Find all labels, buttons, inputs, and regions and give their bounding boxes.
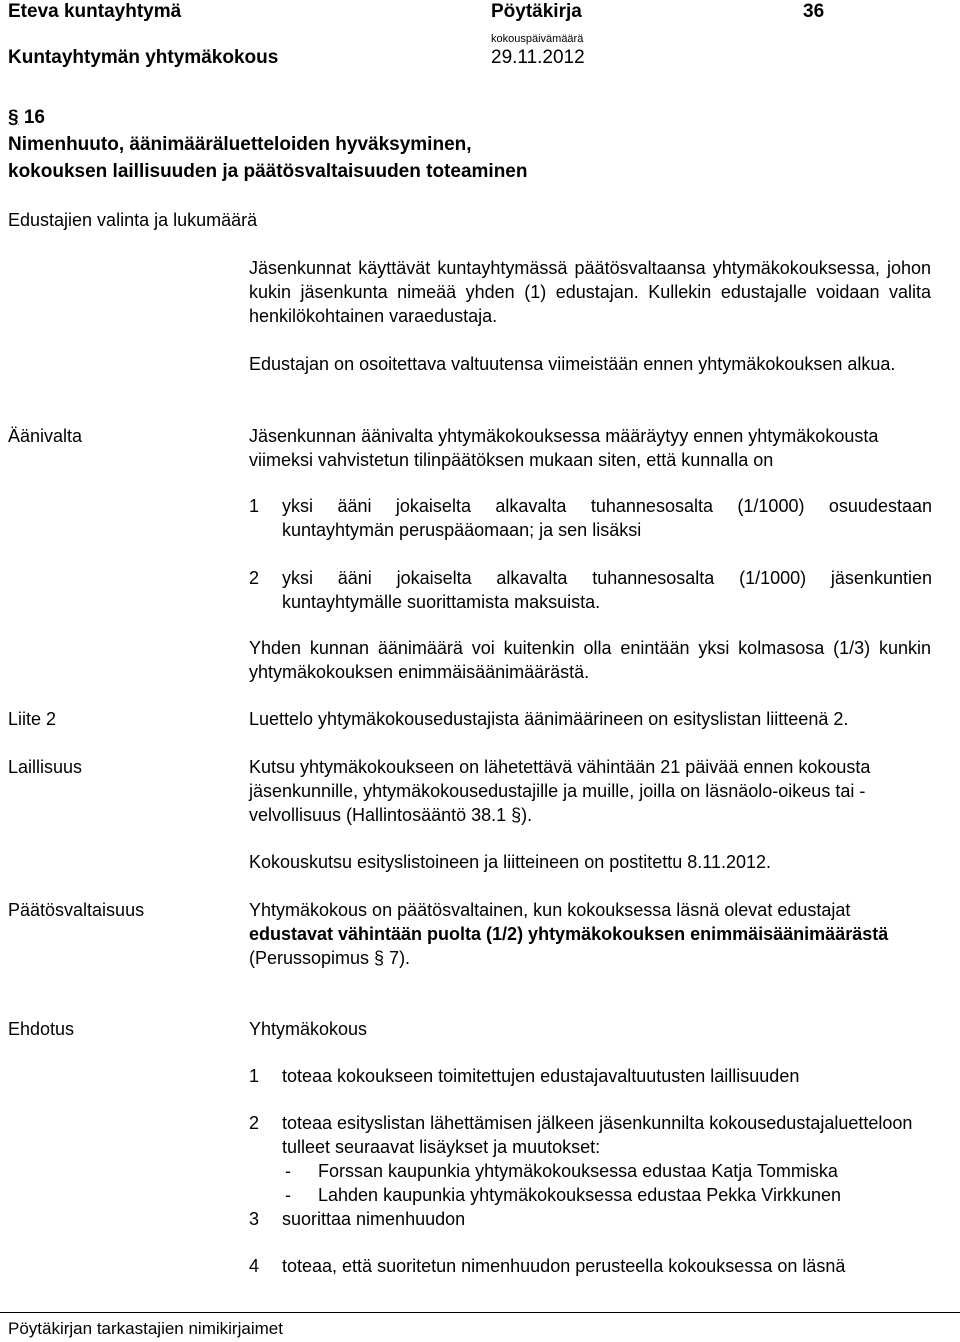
- item-text: suorittaa nimenhuudon: [282, 1209, 466, 1229]
- section-title-line2: kokouksen laillisuuden ja päätösvaltaisuuden toteaminen: [8, 161, 528, 182]
- edustajat-heading: Edustajien valinta ja lukumäärä: [8, 210, 258, 230]
- aanivalta-intro: Jäsenkunnan äänivalta yhtymäkokouksessa määräytyy ennen yhtymäkokousta viimeksi vahvistetun tilinpäätöksen mukaan siten, että kunnalla on: [249, 426, 879, 470]
- section-number: [8, 106, 45, 130]
- item-text: toteaa esityslistan lähettämisen jälkeen jäsenkunnilta kokousedustajaluetteloon tulleet seuraavat lisäykset ja muutokset:: [282, 1113, 913, 1157]
- section-title-line1: Nimenhuuto, äänimääräluetteloiden hyväksyminen,: [8, 134, 472, 155]
- item-number: 2: [249, 1113, 260, 1133]
- paragraph-symbol: §: [8, 107, 19, 128]
- paatosvaltaisuus-text-bold: edustavat vähintään puolta (1/2) yhtymäkokouksen enimmäisäänimäärästä: [249, 924, 889, 944]
- item-number: 2: [249, 568, 260, 588]
- item-number: 3: [249, 1209, 260, 1229]
- paatosvaltaisuus-text-start: Yhtymäkokous on päätösvaltainen, kun kokouksessa läsnä olevat edustajat: [249, 900, 851, 920]
- ehdotus-heading: Yhtymäkokous: [249, 1019, 368, 1039]
- edustajat-paragraph-1: Jäsenkunnat käyttävät kuntayhtymässä päätösvaltaansa yhtymäkokouksessa, johon kukin jäsenkunta nimeää yhden (1) edustajan. Kullekin edustajalle voidaan valita henkilökohtainen varaedustaja.: [249, 258, 931, 326]
- change-text: Lahden kaupunkia yhtymäkokouksessa edustaa Pekka Virkkunen: [318, 1185, 842, 1205]
- paatosvaltaisuus-text-end: (Perussopimus § 7).: [249, 948, 411, 968]
- laillisuus-paragraph-1: Kutsu yhtymäkokoukseen on lähetettävä vähintään 21 päivää ennen kokousta jäsenkunnille, yhtymäkokousedustajille ja muille, joilla on läsnäolo-oikeus tai -velvollisuus (Hallintosääntö 38.1 §).: [249, 757, 871, 825]
- section-number-value: 16: [23, 107, 45, 128]
- change-item: [285, 1183, 841, 1207]
- liite-text: Luettelo yhtymäkokousedustajista äänimäärineen on esityslistan liitteenä 2.: [249, 709, 849, 729]
- laillisuus-label: Laillisuus: [8, 757, 83, 777]
- aanivalta-item: [249, 566, 932, 614]
- date-label: kokouspäivämäärä: [491, 33, 584, 45]
- item-text: toteaa kokoukseen toimitettujen edustajavaltuutusten laillisuuden: [282, 1066, 800, 1086]
- ehdotus-item: [249, 1064, 932, 1088]
- aanivalta-limit: Yhden kunnan äänimäärä voi kuitenkin olla enintään yksi kolmasosa (1/3) kunkin yhtymäkokouksen enimmäisäänimäärästä.: [249, 638, 931, 682]
- paatosvaltaisuus-label: Päätösvaltaisuus: [8, 900, 145, 920]
- meeting-date: 29.11.2012: [491, 47, 585, 68]
- item-number: 1: [249, 1066, 260, 1086]
- paatosvaltaisuus-text: [249, 898, 939, 970]
- dash-marker: -: [285, 1161, 291, 1181]
- dash-marker: -: [285, 1185, 291, 1205]
- item-text: toteaa, että suoritetun nimenhuudon perusteella kokouksessa on läsnä: [282, 1256, 846, 1276]
- footer-text: Pöytäkirjan tarkastajien nimikirjaimet: [8, 1319, 283, 1338]
- change-text: Forssan kaupunkia yhtymäkokouksessa edustaa Katja Tommiska: [318, 1161, 838, 1181]
- footer-divider: [0, 1312, 960, 1313]
- org-name: Eteva kuntayhtymä: [8, 1, 182, 22]
- edustajat-paragraph-2: Edustajan on osoitettava valtuutensa viimeistään ennen yhtymäkokouksen alkua.: [249, 354, 896, 374]
- item-number: 1: [249, 496, 260, 516]
- item-text: yksi ääni jokaiselta alkavalta tuhannesosalta (1/1000) jäsenkuntien kuntayhtymälle suorittamista maksuista.: [282, 568, 932, 612]
- liite-label: Liite 2: [8, 709, 57, 729]
- doc-type: Pöytäkirja: [491, 1, 582, 22]
- item-number: 4: [249, 1256, 260, 1276]
- laillisuus-paragraph-2: Kokouskutsu esityslistoineen ja liitteineen on postitettu 8.11.2012.: [249, 852, 771, 872]
- ehdotus-item: [249, 1111, 932, 1159]
- ehdotus-label: Ehdotus: [8, 1019, 75, 1039]
- ehdotus-item: [249, 1207, 932, 1231]
- meeting-name: Kuntayhtymän yhtymäkokous: [8, 47, 279, 68]
- item-text: yksi ääni jokaiselta alkavalta tuhannesosalta (1/1000) osuudestaan kuntayhtymän peruspääomaan; ja sen lisäksi: [282, 496, 932, 540]
- change-item: [285, 1159, 838, 1183]
- aanivalta-label: Äänivalta: [8, 426, 83, 446]
- ehdotus-item: [249, 1254, 932, 1278]
- page-number: 36: [803, 1, 825, 22]
- aanivalta-item: [249, 494, 932, 542]
